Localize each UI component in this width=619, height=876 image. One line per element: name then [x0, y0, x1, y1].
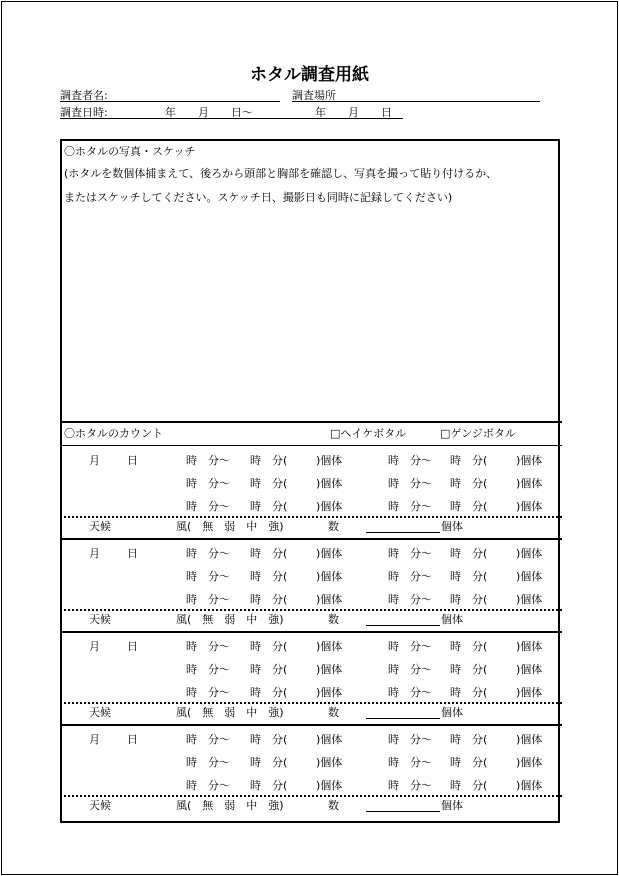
number-label: 数	[328, 613, 339, 626]
time-start[interactable]: 時 分〜	[388, 547, 432, 560]
time-end[interactable]: 時 分(	[250, 593, 288, 606]
count-suffix[interactable]: )個体	[316, 454, 343, 467]
checkbox-genji[interactable]: □ゲンジボタル	[440, 427, 516, 440]
time-end[interactable]: 時 分(	[450, 547, 488, 560]
block-divider	[60, 631, 562, 633]
time-end[interactable]: 時 分(	[250, 477, 288, 490]
time-end[interactable]: 時 分(	[250, 733, 288, 746]
block-divider	[60, 724, 562, 726]
wind-options[interactable]: 風( 無 弱 中 強)	[176, 706, 284, 719]
number-field[interactable]	[366, 811, 440, 812]
weather-divider	[60, 795, 562, 797]
time-end[interactable]: 時 分(	[450, 593, 488, 606]
count-suffix[interactable]: )個体	[316, 640, 343, 653]
number-field[interactable]	[366, 625, 440, 626]
time-start[interactable]: 時 分〜	[186, 454, 230, 467]
individuals-label: 個体	[441, 799, 463, 812]
location-field[interactable]	[292, 101, 540, 102]
photo-area[interactable]	[62, 212, 558, 420]
date-start: 年 月 日〜	[165, 106, 253, 119]
time-start[interactable]: 時 分〜	[388, 454, 432, 467]
wind-options[interactable]: 風( 無 弱 中 強)	[176, 520, 284, 533]
number-label: 数	[328, 520, 339, 533]
count-suffix[interactable]: )個体	[316, 477, 343, 490]
individuals-label: 個体	[441, 520, 463, 533]
photo-instruction-1: (ホタルを数個体捕まえて、後ろから頭部と胸部を確認し、写真を撮って貼り付けるか、	[64, 167, 498, 180]
surveyor-field[interactable]	[60, 101, 280, 102]
count-suffix[interactable]: )個体	[516, 686, 543, 699]
weather-label: 天候	[89, 613, 111, 626]
weather-label: 天候	[89, 706, 111, 719]
time-end[interactable]: 時 分(	[450, 454, 488, 467]
record-month[interactable]: 月	[89, 547, 100, 560]
time-end[interactable]: 時 分(	[450, 756, 488, 769]
count-suffix[interactable]: )個体	[316, 593, 343, 606]
weather-label: 天候	[89, 799, 111, 812]
section-divider	[60, 421, 562, 423]
page-title: ホタル調査用紙	[250, 65, 369, 85]
time-start[interactable]: 時 分〜	[186, 477, 230, 490]
number-field[interactable]	[366, 718, 440, 719]
time-start[interactable]: 時 分〜	[388, 686, 432, 699]
count-suffix[interactable]: )個体	[516, 640, 543, 653]
time-end[interactable]: 時 分(	[250, 663, 288, 676]
time-end[interactable]: 時 分(	[450, 663, 488, 676]
datetime-field[interactable]	[60, 118, 403, 119]
record-day[interactable]: 日	[127, 454, 138, 467]
count-suffix[interactable]: )個体	[316, 570, 343, 583]
time-start[interactable]: 時 分〜	[186, 779, 230, 792]
date-end: 年 月 日	[315, 106, 392, 119]
time-end[interactable]: 時 分(	[450, 477, 488, 490]
count-suffix[interactable]: )個体	[516, 547, 543, 560]
count-suffix[interactable]: )個体	[316, 686, 343, 699]
count-suffix[interactable]: )個体	[516, 454, 543, 467]
record-day[interactable]: 日	[127, 640, 138, 653]
time-start[interactable]: 時 分〜	[186, 756, 230, 769]
individuals-label: 個体	[441, 706, 463, 719]
time-start[interactable]: 時 分〜	[388, 570, 432, 583]
count-suffix[interactable]: )個体	[316, 547, 343, 560]
weather-divider	[60, 609, 562, 611]
record-month[interactable]: 月	[89, 640, 100, 653]
time-end[interactable]: 時 分(	[250, 500, 288, 513]
time-start[interactable]: 時 分〜	[186, 640, 230, 653]
record-day[interactable]: 日	[127, 733, 138, 746]
time-start[interactable]: 時 分〜	[388, 756, 432, 769]
number-field[interactable]	[366, 532, 440, 533]
time-end[interactable]: 時 分(	[250, 756, 288, 769]
weather-label: 天候	[89, 520, 111, 533]
wind-options[interactable]: 風( 無 弱 中 強)	[176, 799, 284, 812]
count-suffix[interactable]: )個体	[516, 500, 543, 513]
block-divider	[60, 445, 562, 446]
wind-options[interactable]: 風( 無 弱 中 強)	[176, 613, 284, 626]
time-start[interactable]: 時 分〜	[388, 779, 432, 792]
count-suffix[interactable]: )個体	[316, 500, 343, 513]
number-label: 数	[328, 799, 339, 812]
photo-heading: 〇ホタルの写真・スケッチ	[64, 145, 196, 158]
time-end[interactable]: 時 分(	[450, 500, 488, 513]
record-day[interactable]: 日	[127, 547, 138, 560]
time-end[interactable]: 時 分(	[250, 686, 288, 699]
count-heading: 〇ホタルのカウント	[64, 427, 163, 440]
block-divider	[60, 538, 562, 540]
time-start[interactable]: 時 分〜	[186, 570, 230, 583]
count-suffix[interactable]: )個体	[316, 779, 343, 792]
time-end[interactable]: 時 分(	[250, 640, 288, 653]
count-suffix[interactable]: )個体	[516, 593, 543, 606]
record-month[interactable]: 月	[89, 733, 100, 746]
surveyor-label: 調査者名:	[60, 89, 108, 102]
time-end[interactable]: 時 分(	[250, 454, 288, 467]
time-start[interactable]: 時 分〜	[186, 500, 230, 513]
time-start[interactable]: 時 分〜	[388, 663, 432, 676]
time-end[interactable]: 時 分(	[450, 640, 488, 653]
time-start[interactable]: 時 分〜	[186, 547, 230, 560]
time-start[interactable]: 時 分〜	[186, 593, 230, 606]
individuals-label: 個体	[441, 613, 463, 626]
count-suffix[interactable]: )個体	[516, 477, 543, 490]
count-suffix[interactable]: )個体	[316, 733, 343, 746]
time-start[interactable]: 時 分〜	[388, 640, 432, 653]
weather-divider	[60, 702, 562, 704]
time-end[interactable]: 時 分(	[250, 570, 288, 583]
count-suffix[interactable]: )個体	[516, 756, 543, 769]
time-end[interactable]: 時 分(	[450, 570, 488, 583]
weather-divider	[60, 516, 562, 518]
time-end[interactable]: 時 分(	[250, 779, 288, 792]
count-suffix[interactable]: )個体	[516, 733, 543, 746]
count-suffix[interactable]: )個体	[516, 779, 543, 792]
time-start[interactable]: 時 分〜	[388, 593, 432, 606]
count-suffix[interactable]: )個体	[316, 756, 343, 769]
time-start[interactable]: 時 分〜	[388, 733, 432, 746]
time-start[interactable]: 時 分〜	[186, 686, 230, 699]
count-suffix[interactable]: )個体	[316, 663, 343, 676]
time-end[interactable]: 時 分(	[450, 686, 488, 699]
record-month[interactable]: 月	[89, 454, 100, 467]
checkbox-heike[interactable]: □ヘイケボタル	[330, 427, 407, 440]
count-suffix[interactable]: )個体	[516, 663, 543, 676]
time-start[interactable]: 時 分〜	[388, 477, 432, 490]
time-start[interactable]: 時 分〜	[388, 500, 432, 513]
location-label: 調査場所	[292, 89, 336, 102]
time-start[interactable]: 時 分〜	[186, 663, 230, 676]
datetime-label: 調査日時:	[60, 106, 108, 119]
photo-instruction-2: またはスケッチしてください。スケッチ日、撮影日も同時に記録してください)	[64, 191, 453, 204]
time-end[interactable]: 時 分(	[250, 547, 288, 560]
time-end[interactable]: 時 分(	[450, 779, 488, 792]
time-end[interactable]: 時 分(	[450, 733, 488, 746]
number-label: 数	[328, 706, 339, 719]
time-start[interactable]: 時 分〜	[186, 733, 230, 746]
count-suffix[interactable]: )個体	[516, 570, 543, 583]
